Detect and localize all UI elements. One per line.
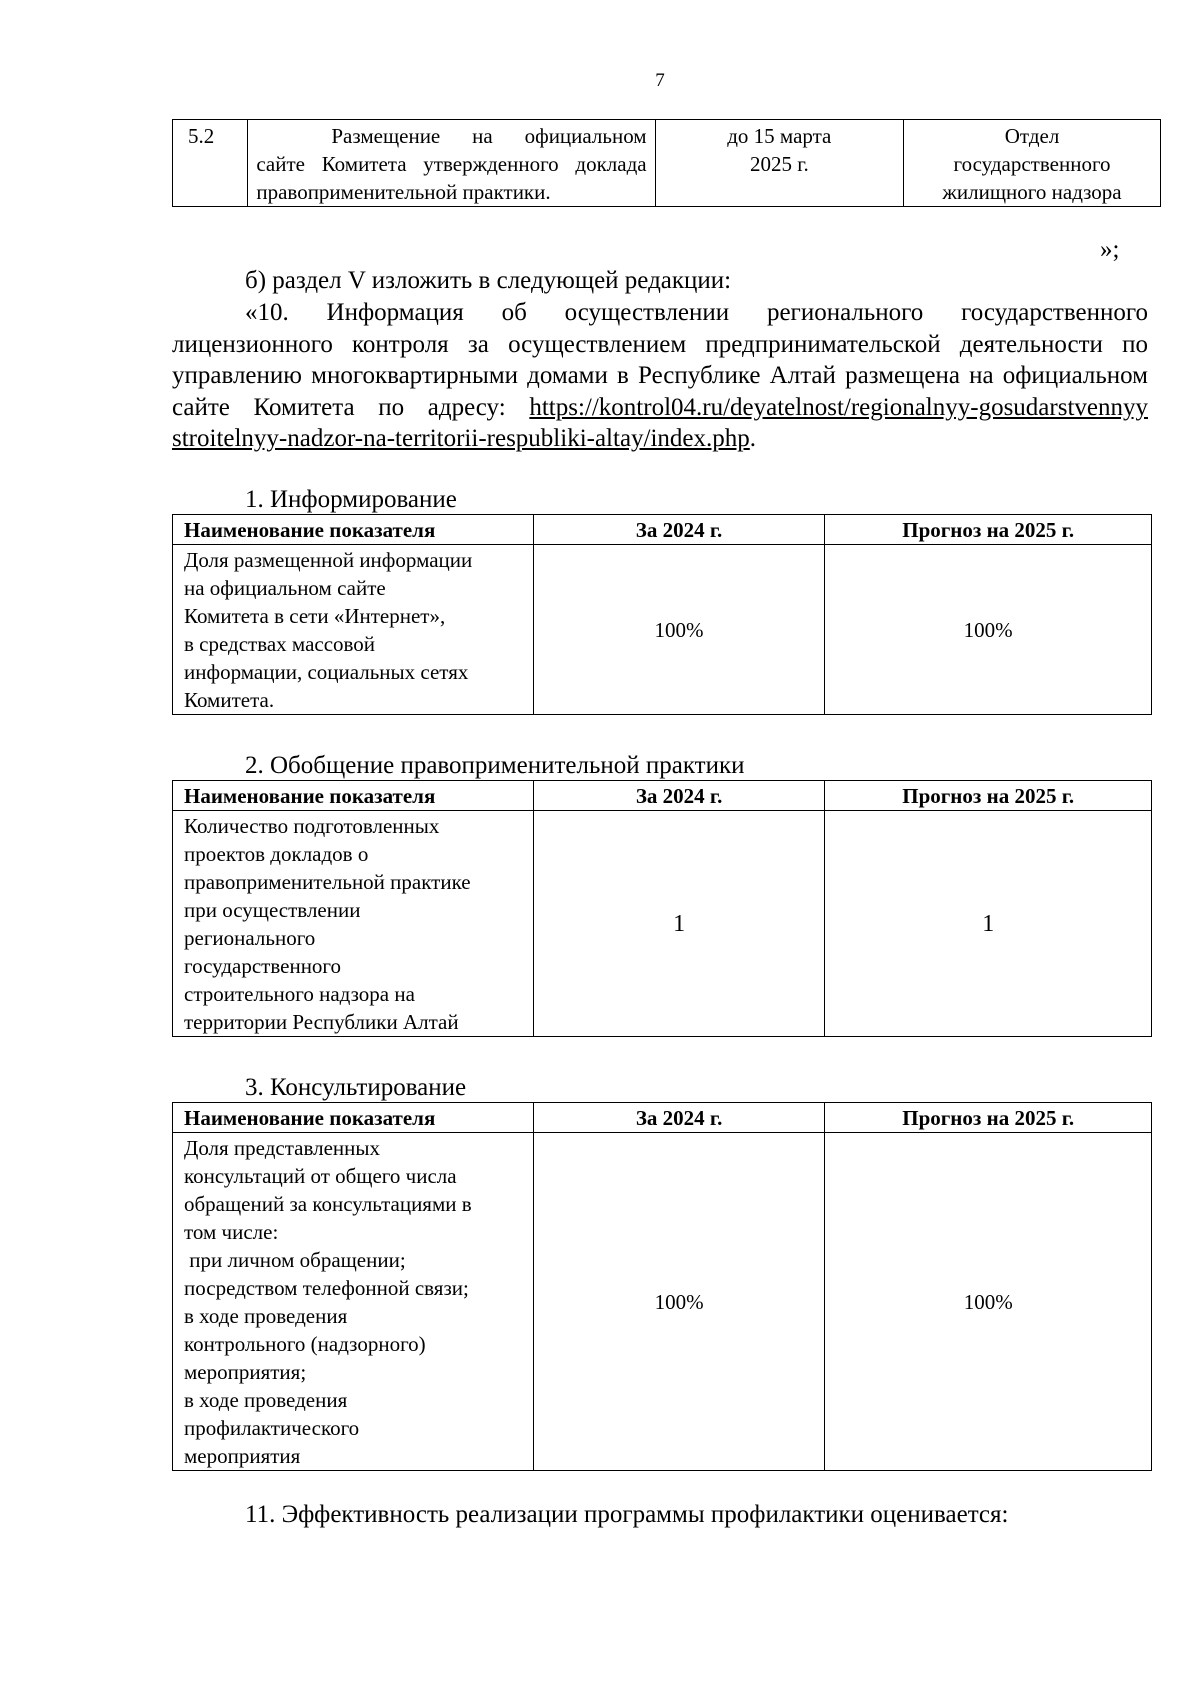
row-number: 5.2 — [173, 120, 248, 207]
table-row — [173, 545, 1152, 715]
section-title-informing: 1. Информирование — [245, 486, 457, 513]
header-2024: За 2024 г. — [533, 781, 825, 811]
table-consulting — [172, 1102, 1152, 1471]
row-responsible-line: государственного — [953, 152, 1111, 176]
indicator-line: Количество подготовленных — [184, 814, 440, 838]
indicator-line: территории Республики Алтай — [184, 1010, 459, 1034]
indicator-line: контрольного (надзорного) — [184, 1332, 426, 1356]
value-2025: 1 — [825, 811, 1152, 1037]
indicator-line: Доля размещенной информации — [184, 548, 473, 572]
row-action — [248, 120, 655, 207]
table-header-row — [173, 515, 1152, 545]
section-title-consulting: 3. Консультирование — [245, 1074, 467, 1101]
indicator-line: консультаций от общего числа — [184, 1164, 457, 1188]
indicator-name — [173, 811, 534, 1037]
indicator-line: том числе: — [184, 1220, 279, 1244]
row-responsible-line: Отдел — [1004, 124, 1060, 148]
row-responsible-line: жилищного надзора — [942, 180, 1122, 204]
value-2024: 1 — [533, 811, 825, 1037]
indicator-name — [173, 1133, 534, 1471]
header-2024: За 2024 г. — [533, 1103, 825, 1133]
row-term — [655, 120, 903, 207]
indicator-line: профилактического — [184, 1416, 360, 1440]
quote-end: »; — [1100, 236, 1120, 263]
value-2024: 100% — [533, 545, 825, 715]
paragraph-10-end: . — [749, 425, 757, 452]
header-name: Наименование показателя — [173, 515, 534, 545]
row-term-line: 2025 г. — [749, 152, 809, 176]
indicator-line: при осуществлении — [184, 898, 361, 922]
kontrol-site-link[interactable]: https://kontrol04.ru/deyatelnost/regionalnyy-gosudarstvennyy stroitelnyy-nadzor-na-territorii-respubliki-altay/index.php — [172, 393, 1148, 452]
indicator-line: правоприменительной практике — [184, 870, 471, 894]
section-title-practice: 2. Обобщение правоприменительной практики — [245, 752, 745, 779]
header-2024: За 2024 г. — [533, 515, 825, 545]
paragraph-b: б) раздел V изложить в следующей редакции: — [245, 267, 732, 294]
value-2024: 100% — [533, 1133, 825, 1471]
indicator-line: строительного надзора на — [184, 982, 415, 1006]
table-informing — [172, 514, 1152, 715]
indicator-line: мероприятия — [184, 1444, 301, 1468]
indicator-line: при личном обращении; — [184, 1248, 406, 1272]
table-header-row — [173, 781, 1152, 811]
paragraph-10 — [172, 297, 1148, 455]
table-row — [173, 811, 1152, 1037]
table-row — [173, 120, 1161, 207]
header-2025: Прогноз на 2025 г. — [825, 781, 1152, 811]
indicator-line: в ходе проведения — [184, 1304, 348, 1328]
plan-table-continuation — [172, 119, 1161, 207]
header-2025: Прогноз на 2025 г. — [825, 1103, 1152, 1133]
indicator-line: государственного — [184, 954, 342, 978]
indicator-line: мероприятия; — [184, 1360, 307, 1384]
indicator-line: на официальном сайте — [184, 576, 386, 600]
indicator-line: посредством телефонной связи; — [184, 1276, 469, 1300]
indicator-line: в ходе проведения — [184, 1388, 348, 1412]
page-number: 7 — [655, 70, 665, 91]
value-2025: 100% — [825, 545, 1152, 715]
table-header-row — [173, 1103, 1152, 1133]
paragraph-10-text: «10. Информация об осуществлении регионального государственного лицензионного контроля за осуществлением предпринимательской деятельности по управлению многоквартирными домами в Республике Алтай размещена на официальном сайте Комитета по адресу: — [172, 299, 1148, 421]
indicator-line: регионального — [184, 926, 316, 950]
indicator-line: Комитета. — [184, 688, 275, 712]
indicator-line: в средствах массовой — [184, 632, 376, 656]
table-practice — [172, 780, 1152, 1037]
indicator-name — [173, 545, 534, 715]
row-responsible — [904, 120, 1161, 207]
row-action-text: Размещение на официальном сайте Комитета утвержденного доклада правоприменительной практики. — [256, 124, 647, 204]
indicator-line: проектов докладов о — [184, 842, 369, 866]
indicator-line: Доля представленных — [184, 1136, 381, 1160]
paragraph-11: 11. Эффективность реализации программы профилактики оценивается: — [245, 1501, 1009, 1528]
indicator-line: информации, социальных сетях — [184, 660, 469, 684]
value-2025: 100% — [825, 1133, 1152, 1471]
indicator-line: обращений за консультациями в — [184, 1192, 472, 1216]
header-name: Наименование показателя — [173, 1103, 534, 1133]
header-2025: Прогноз на 2025 г. — [825, 515, 1152, 545]
row-term-line: до 15 марта — [727, 124, 832, 148]
indicator-line: Комитета в сети «Интернет», — [184, 604, 446, 628]
table-row — [173, 1133, 1152, 1471]
header-name: Наименование показателя — [173, 781, 534, 811]
